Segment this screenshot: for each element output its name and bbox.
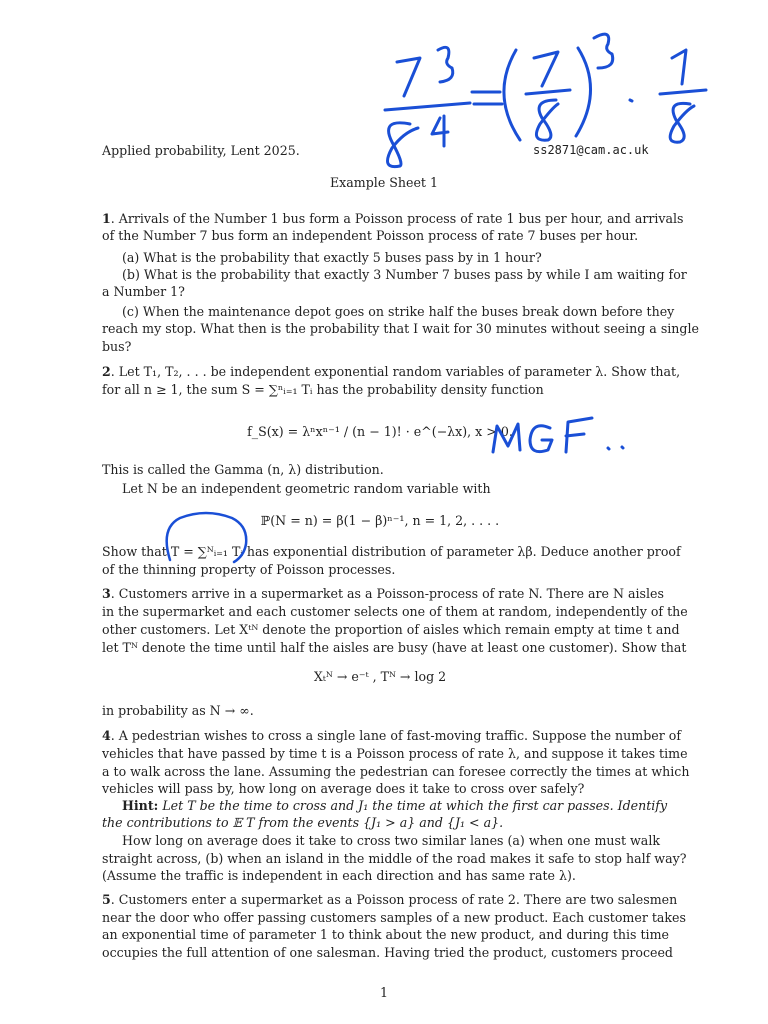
page-number: 1 bbox=[379, 985, 388, 1000]
question-number: 2 bbox=[102, 364, 111, 379]
question-3-line: in probability as N → ∞. bbox=[102, 703, 254, 718]
question-2-line: This is called the Gamma (n, λ) distribution. bbox=[102, 462, 384, 477]
question-4-line bbox=[102, 727, 681, 744]
question-4-line: (Assume the traffic is independent in each direction and has same rate λ). bbox=[102, 868, 576, 883]
question-1c: (c) When the maintenance depot goes on strike half the buses break down before they bbox=[122, 304, 675, 319]
question-number: 4 bbox=[102, 728, 111, 743]
question-4-line: vehicles that have passed by time t is a Poisson process of rate λ, and suppose it takes time bbox=[102, 746, 688, 761]
question-5-line bbox=[102, 891, 678, 908]
question-1-line bbox=[102, 210, 684, 227]
question-5-line: near the door who offer passing customers samples of a new product. Each customer takes bbox=[102, 910, 686, 925]
author-email: ss2871@cam.ac.uk bbox=[533, 143, 649, 157]
question-number: 5 bbox=[102, 892, 111, 907]
question-1c-cont: bus? bbox=[102, 339, 132, 354]
question-4-line: straight across, (b) when an island in the middle of the road makes it safe to stop half way? bbox=[102, 851, 687, 866]
question-number: 1 bbox=[102, 211, 111, 226]
question-4-line: a to walk across the lane. Assuming the pedestrian can foresee correctly the times at which bbox=[102, 764, 690, 779]
question-1c-cont: reach my stop. What then is the probability that I wait for 30 minutes without seeing a single bbox=[102, 321, 699, 336]
question-1a: (a) What is the probability that exactly 5 buses pass by in 1 hour? bbox=[122, 250, 542, 265]
question-text: . Arrivals of the Number 1 bus form a Poisson process of rate 1 bus per hour, and arrivals bbox=[110, 211, 684, 226]
geometric-pmf-equation: ℙ(N = n) = β(1 − β)ⁿ⁻¹, n = 1, 2, . . . . bbox=[260, 513, 500, 528]
question-2-line: Let N be an independent geometric random variable with bbox=[122, 481, 491, 496]
hint-label: Hint: bbox=[122, 798, 159, 813]
question-2-line: for all n ≥ 1, the sum S = ∑ⁿᵢ₌₁ Tᵢ has the probability density function bbox=[102, 382, 544, 397]
question-4-line: How long on average does it take to cross two similar lanes (a) when one must walk bbox=[122, 833, 660, 848]
question-text: . A pedestrian wishes to cross a single lane of fast-moving traffic. Suppose the number of bbox=[110, 728, 681, 743]
question-1-line: of the Number 7 bus form an independent Poisson process of rate 7 buses per hour. bbox=[102, 228, 639, 243]
sheet-title: Example Sheet 1 bbox=[329, 175, 438, 190]
question-1b-cont: a Number 1? bbox=[102, 284, 185, 299]
question-2-line: Show that T = ∑ᴺᵢ₌₁ Tᵢ has exponential distribution of parameter λβ. Deduce another proof bbox=[102, 544, 681, 559]
limit-equation: Xₜᴺ → e⁻ᵗ , Tᴺ → log 2 bbox=[313, 669, 447, 684]
question-3-line: other customers. Let Xᵗᴺ denote the proportion of aisles which remain empty at time t and bbox=[102, 622, 680, 637]
question-text: . Let T₁, T₂, . . . be independent exponential random variables of parameter λ. Show that, bbox=[110, 364, 681, 379]
question-number: 3 bbox=[102, 586, 111, 601]
question-3-line bbox=[102, 585, 664, 602]
question-5-line: an exponential time of parameter 1 to think about the new product, and during this time bbox=[102, 927, 669, 942]
gamma-density-equation: f_S(x) = λⁿxⁿ⁻¹ / (n − 1)! · e^(−λx), x > 0. bbox=[247, 424, 513, 439]
question-2-line bbox=[102, 363, 681, 380]
hint-line bbox=[122, 797, 668, 814]
hint-text: the contributions to 𝔼 T from the events {J₁ > a} and {J₁ < a}. bbox=[102, 815, 504, 830]
hint-line bbox=[102, 814, 658, 831]
question-3-line: let Tᴺ denote the time until half the aisles are busy (have at least one customer). Show that bbox=[102, 640, 687, 655]
question-5-line: occupies the full attention of one salesman. Having tried the product, customers proceed bbox=[102, 945, 673, 960]
hint-text: Let T be the time to cross and J₁ the time at which the first car passes. Identify bbox=[158, 798, 668, 813]
question-text: . Customers arrive in a supermarket as a Poisson-process of rate N. There are N aisles bbox=[110, 586, 664, 601]
question-text: . Customers enter a supermarket as a Poisson process of rate 2. There are two salesmen bbox=[110, 892, 678, 907]
course-header: Applied probability, Lent 2025. bbox=[102, 143, 300, 158]
question-2-line: of the thinning property of Poisson processes. bbox=[102, 562, 396, 577]
question-3-line: in the supermarket and each customer selects one of them at random, independently of the bbox=[102, 604, 688, 619]
question-4-line: vehicles will pass by, how long on average does it take to cross over safely? bbox=[102, 781, 585, 796]
question-1b: (b) What is the probability that exactly 3 Number 7 buses pass by while I am waiting for bbox=[122, 267, 687, 282]
